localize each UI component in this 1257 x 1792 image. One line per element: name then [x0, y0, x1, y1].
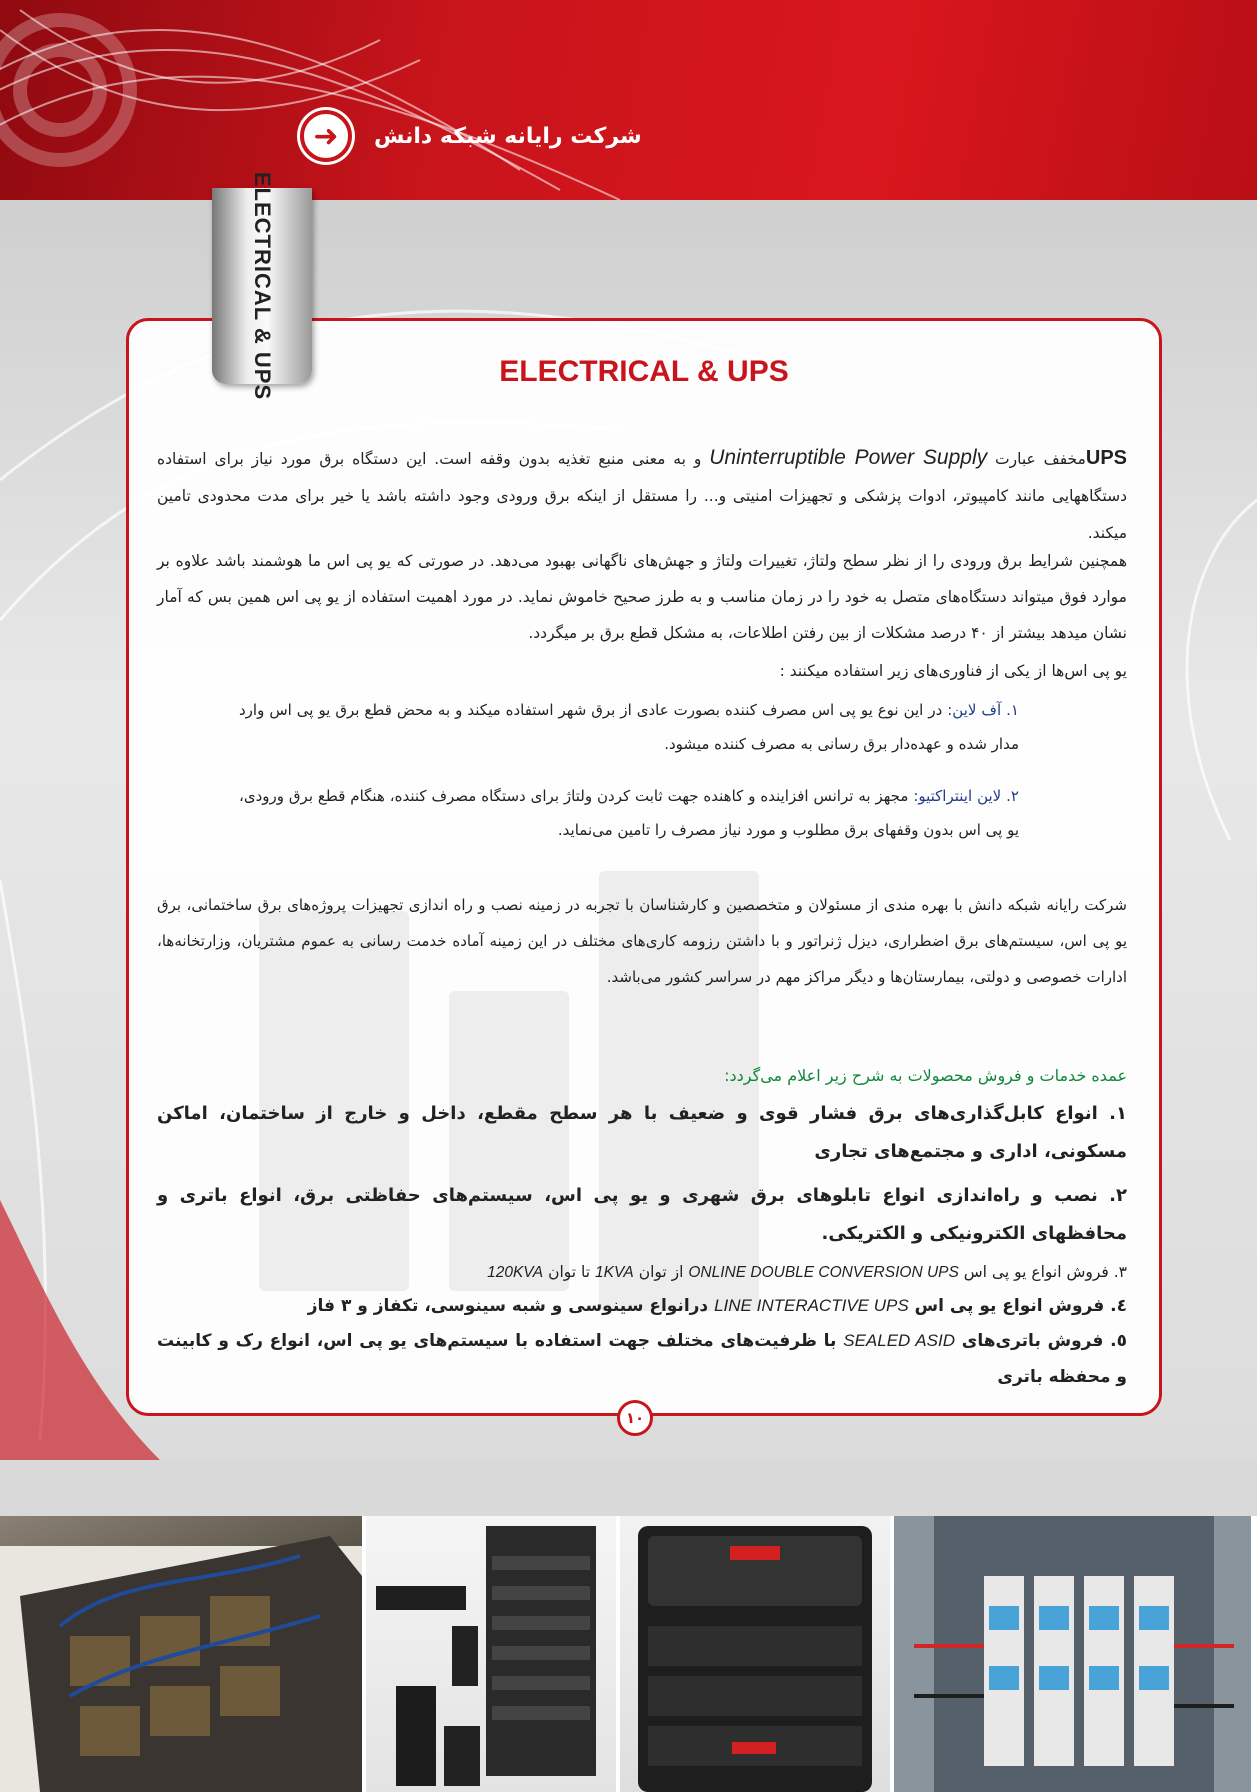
- technology-item: [239, 693, 1019, 761]
- technology-number: ۲.: [1006, 787, 1019, 805]
- intro-paragraph: [157, 439, 1127, 552]
- service-item: ۱. انواع کابل‌گذاری‌های برق فشار قوی و ضعیف با هر سطح مقطع، داخل و خارج از ساختمان، اماکن مسکونی، اداری و مجتمع‌های تجاری: [157, 1103, 1127, 1162]
- service-text: با ظرفیت‌های مختلف جهت استفاده با سیستم‌های یو پی اس، انواع رک و کابینت و محفظه باتری: [157, 1331, 1127, 1387]
- service-english: SEALED ASID: [843, 1331, 955, 1350]
- power-max: 120KVA: [487, 1264, 544, 1281]
- arrow-right-icon: ➜: [300, 110, 352, 162]
- header-band: [0, 0, 1257, 200]
- page-title: ELECTRICAL & UPS: [499, 355, 789, 388]
- technology-name: آف لاین:: [947, 701, 1002, 719]
- service-text: ۳. فروش انواع یو پی اس: [963, 1263, 1127, 1281]
- service-text: ٤. فروش انواع یو پی اس: [914, 1296, 1127, 1316]
- service-text: تا توان: [548, 1263, 591, 1281]
- abbr-text: مخفف عبارت: [995, 450, 1086, 468]
- company-paragraph: شرکت رایانه شبکه دانش با بهره مندی از مسئولان و متخصصین و کارشناسان با تجربه در زمینه نصب و راه اندازی تجهیزات پروژه‌های برق ساختمانی، برق یو پی اس، سیستم‌های برق اضطراری، دیزل ژنراتور و با داشتن رزومه کاری‌های مختلف در این زمینه آماده خدمت رسانی به عموم مشتریان، وزارتخانه‌ها، ادارات خصوصی و دولتی، بیمارستان‌ها و دیگر مراکز مهم در سراسر کشور می‌باشد.: [157, 896, 1127, 986]
- service-item: [157, 1323, 1127, 1395]
- technology-item: [239, 779, 1019, 847]
- services-title: عمده خدمات و فروش محصولات به شرح زیر اعلام می‌گردد:: [724, 1066, 1127, 1085]
- company-name: شرکت رایانه شبکه دانش: [374, 123, 642, 149]
- technology-text: مجهز به ترانس افزاینده و کاهنده جهت ثابت کردن ولتاژ برای دستگاه مصرف کننده، هنگام قطع برق ورودی، یو پی اس بدون وقفهای برق مطلوب و مورد نیاز مصرف را تامین می‌نماید.: [239, 787, 1019, 839]
- paragraph-voltage: همچنین شرایط برق ورودی را از نظر سطح ولتاژ، تغییرات ولتاژ و جهش‌های ناگهانی بهبود می‌دهد. در صورتی که یو پی اس ما هوشمند باشد علاوه بر موارد فوق میتواند دستگاه‌های متصل به خود را در زمان مناسب و به طرز صحیح خاموش نماید. در مورد اهمیت استفاده از یو پی اس همین بس که آمار نشان میدهد بیشتر از ۴۰ درصد مشکلات از بین رفتن اطلاعات، به مشکل قطع برق بر میگردد.: [157, 552, 1127, 642]
- company-brand: [300, 110, 642, 162]
- ups-english-name: Uninterruptible Power Supply: [709, 446, 988, 469]
- service-item: ۲. نصب و راه‌اندازی انواع تابلوهای برق شهری و یو پی اس، سیستم‌های حفاظتی برق، انواع باتری و محافظهای الکترونیکی و الکتریکی.: [157, 1185, 1127, 1244]
- battery-cabinet-photo: [0, 1516, 362, 1792]
- decorative-swoosh: [0, 0, 1257, 200]
- apc-ups-photo: [620, 1516, 890, 1792]
- paragraph-technologies-intro: یو پی اس‌ها از یکی از فناوری‌های زیر استفاده میکنند :: [779, 662, 1127, 680]
- service-text: درانواع سینوسی و شبه سینوسی، تکفاز و ۳ فاز: [307, 1296, 709, 1316]
- technology-number: ۱.: [1006, 701, 1019, 719]
- technology-name: لاین اینتراکتیو:: [913, 787, 1002, 805]
- ups-units-photo: [366, 1516, 616, 1792]
- photo-strip: [0, 1516, 1257, 1792]
- section-tab-label: ELECTRICAL & UPS: [250, 171, 275, 401]
- service-text: ٥. فروش باتری‌های: [961, 1331, 1127, 1351]
- service-text: از توان: [638, 1263, 684, 1281]
- ups-term: UPS: [1085, 447, 1127, 469]
- power-min: 1KVA: [594, 1264, 634, 1281]
- intro-rest: و به معنی منبع تغذیه بدون وقفه است. این دستگاه برق مورد نیاز برای استفاده دستگاههایی مانند کامپیوتر، ادوات پزشکی و تجهیزات امنیتی و... را مستقل از اینکه برق ورودی وجود داشته باشد یا خیر برای مدت محدودی تامین میکند.: [157, 450, 1127, 542]
- service-item: [157, 1257, 1127, 1288]
- service-english: ONLINE DOUBLE CONVERSION UPS: [688, 1264, 959, 1281]
- content-card: [126, 318, 1162, 1416]
- electrical-panel-photo: [894, 1516, 1251, 1792]
- section-tab: [212, 171, 312, 401]
- service-item: [157, 1289, 1127, 1323]
- technology-text: در این نوع یو پی اس مصرف کننده بصورت عادی از برق شهر استفاده میکند و به محض قطع برق یو پی اس وارد مدار شده و عهده‌دار برق رسانی به مصرف کننده میشود.: [239, 701, 1019, 753]
- service-english: LINE INTERACTIVE UPS: [714, 1296, 909, 1315]
- page-number: ۱۰: [617, 1400, 653, 1436]
